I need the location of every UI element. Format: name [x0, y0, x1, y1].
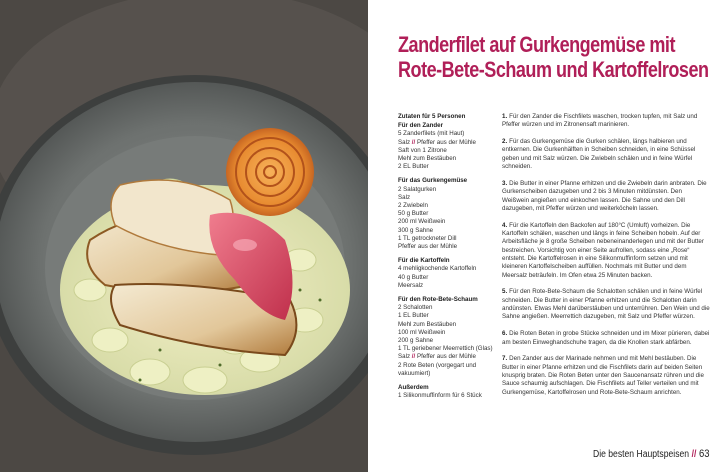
ingredient-line: Salz // Pfeffer aus der Mühle [398, 138, 476, 146]
ingredient-line: vakuumiert) [398, 369, 431, 377]
recipe-title-line-2: Rote-Bete-Schaum und Kartoffelrosen [398, 57, 709, 82]
instruction-step-6 [502, 330, 710, 347]
ingredient-line: 50 g Butter [398, 210, 429, 218]
ingredient-group-ausserdem [398, 384, 508, 400]
recipe-title [398, 32, 709, 82]
ingredient-group-zander [398, 122, 508, 171]
ingredient-line: Salz [398, 193, 411, 201]
instruction-step-3 [502, 180, 710, 213]
ingredient-line: Mehl zum Bestäuben [398, 155, 457, 163]
step-text: Den Zander aus der Marinade nehmen und mit Mehl bestäuben. Die Butter in einer Pfanne erhitzen und die Fischfilets darin auf beiden Seiten knusprig braten. Die Roten Beten unter den Saucenansatz rühren und die Sauce schaumig aufschlagen. Die Fischfilets auf Teller verteilen und mit Gurkengemüse, Kartoffelrosen und Rote-Bete-Schaum anrichten. [502, 355, 704, 396]
ingredient-line: 4 mehligkochende Kartoffeln [398, 265, 477, 273]
ingredient-line: 1 TL geriebener Meerrettich (Glas) [398, 345, 493, 353]
ingredient-line: 2 Schalotten [398, 304, 433, 312]
step-number: 6. [502, 330, 508, 338]
ingredient-heading: Zutaten für 5 Personen [398, 113, 466, 120]
recipe-title-line-1: Zanderfilet auf Gurkengemüse mit [398, 32, 675, 57]
ingredient-line: 200 g Sahne [398, 337, 434, 345]
step-text: Für den Zander die Fischfilets waschen, trocken tupfen, mit Salz und Pfeffer würzen und im Zitronensaft marinieren. [502, 113, 698, 129]
instruction-step-1 [502, 113, 710, 130]
ingredient-line: 100 ml Weißwein [398, 328, 446, 336]
ingredient-line: 200 ml Weißwein [398, 218, 446, 226]
ingredient-heading: Für die Kartoffeln [398, 257, 450, 265]
instruction-step-7 [502, 355, 710, 396]
instruction-steps [502, 113, 710, 405]
ingredient-line: Mehl zum Bestäuben [398, 320, 457, 328]
ingredient-line: 2 Zwiebeln [398, 202, 428, 210]
step-text: Die Butter in einer Pfanne erhitzen und die Zwiebeln darin anbraten. Die Gurkenscheiben dazugeben und 2 bis 3 Minuten mitdünsten. Den Weißwein angießen und einkochen lassen. Die Sahne und den Dill dazugeben, mit Pfeffer würzen und weiterköcheln lassen. [502, 179, 707, 212]
page-footer [593, 448, 710, 460]
step-text: Für die Kartoffeln den Backofen auf 180°C (Umluft) vorheizen. Die Kartoffeln schälen, waschen und längs in feine Scheiben hobeln. Auf der Arbeitsfläche je 8 große Scheiben nebeneinanderlegen und mit der Butter bestreichen. Vorsichtig von einer Seite aufrollen, sodass eine „Rose“ entsteht. Die Kartoffelrosen in eine Silikonmuffinform setzen und mit kleineren Kartoffelscheiben auffüllen. Nochmals mit Butter und dem Meersalz beträufeln. Im Ofen etwa 25 Minuten backen. [502, 221, 704, 279]
footer-separator: // [692, 449, 697, 460]
page-number: 63 [699, 448, 710, 460]
ingredient-line: Saft von 1 Zitrone [398, 146, 447, 154]
step-number: 3. [502, 179, 508, 187]
step-number: 2. [502, 138, 508, 146]
ingredient-group-kartoffeln [398, 257, 508, 290]
ingredient-group-servings [398, 113, 508, 121]
recipe-page [368, 0, 720, 472]
ingredient-line: Meersalz [398, 281, 424, 289]
ingredient-line: 1 TL getrockneter Dill [398, 234, 457, 242]
ingredient-line: 2 EL Butter [398, 163, 429, 171]
ingredient-line: 1 EL Butter [398, 312, 429, 320]
ingredient-line: 1 Silikonmuffinform für 6 Stück [398, 392, 482, 400]
step-text: Die Roten Beten in grobe Stücke schneiden und im Mixer pürieren, dabei am besten Einweghandschuhe tragen, da die Knollen stark abfärben. [502, 330, 710, 346]
ingredient-line: Pfeffer aus der Mühle [398, 243, 458, 251]
section-name: Die besten Hauptspeisen [593, 449, 690, 460]
ingredient-line: 40 g Butter [398, 273, 429, 281]
step-text: Für das Gurkengemüse die Gurken schälen, längs halbieren und entkernen. Die Gurkenhälften in Scheiben schneiden, in eine Schüssel geben und mit Salz würzen. Die Zwiebeln schälen und in feine Würfel schneiden. [502, 138, 696, 171]
separator-slashes: // [411, 138, 416, 146]
step-number: 7. [502, 355, 508, 363]
step-text: Für den Rote-Bete-Schaum die Schalotten schälen und in feine Würfel schneiden. Die Butter in einer Pfanne erhitzen und die Schalotten darin andünsten. Etwas Mehl darüberstäuben und unterrühren. Den Wein und die Sahne angießen. Meerrettich dazugeben, mit Salz und Pfeffer würzen. [502, 288, 710, 321]
ingredient-line: 5 Zanderfilets (mit Haut) [398, 130, 465, 138]
instruction-step-2 [502, 138, 710, 171]
ingredient-heading: Für den Zander [398, 122, 444, 130]
instruction-step-5 [502, 288, 710, 321]
separator-slashes: // [411, 353, 416, 361]
step-number: 1. [502, 113, 508, 120]
ingredient-line: 2 Rote Beten (vorgegart und [398, 361, 477, 369]
instruction-step-4 [502, 222, 710, 280]
ingredient-group-rote-bete-schaum [398, 296, 508, 378]
step-number: 5. [502, 288, 508, 296]
ingredient-line: 2 Salatgurken [398, 185, 437, 193]
ingredient-heading: Für den Rote-Bete-Schaum [398, 296, 478, 304]
ingredient-heading: Für das Gurkengemüse [398, 177, 468, 185]
ingredient-group-gurkengemuese [398, 177, 508, 251]
ingredient-line: 300 g Sahne [398, 226, 434, 234]
ingredient-line: Salz // Pfeffer aus der Mühle [398, 353, 476, 361]
step-number: 4. [502, 221, 508, 229]
ingredient-heading: Außerdem [398, 384, 429, 392]
ingredient-list [398, 113, 508, 407]
